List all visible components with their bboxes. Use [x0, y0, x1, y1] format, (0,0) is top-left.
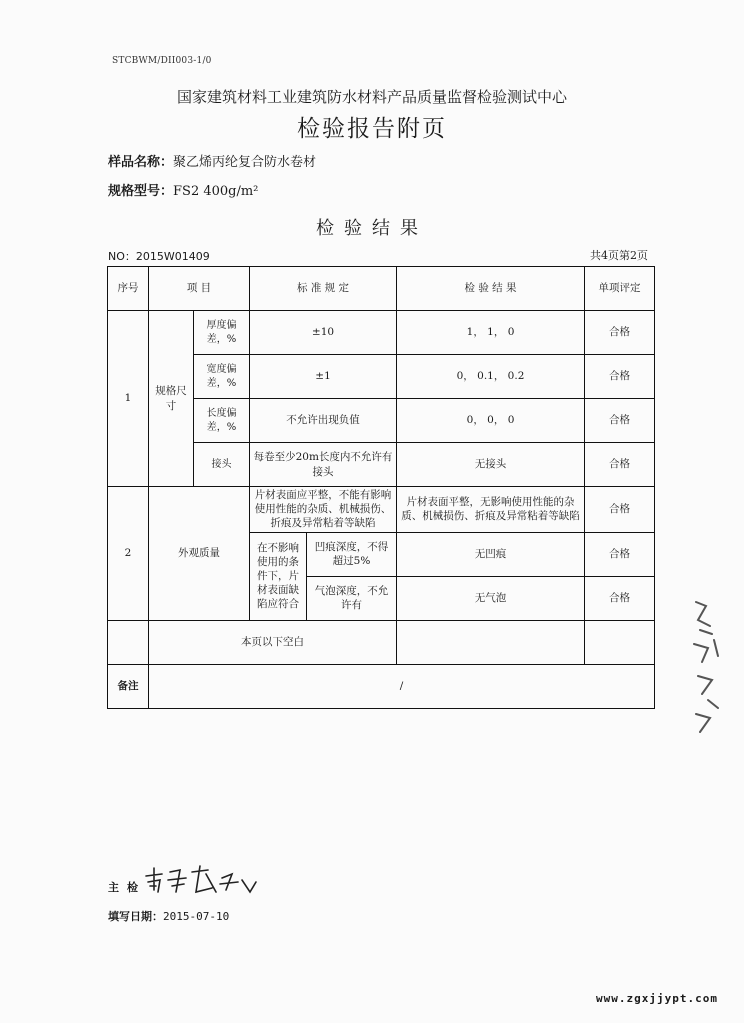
item-joint: 接头 [194, 443, 250, 487]
item-width: 宽度偏差，% [194, 355, 250, 399]
blank-note: 本页以下空白 [149, 620, 397, 664]
group2-seq: 2 [108, 487, 149, 621]
remark-row [108, 664, 655, 708]
edge-stamp-fragment [688, 596, 728, 736]
sample-name-label: 样品名称： [108, 155, 174, 170]
organization-name: 国家建筑材料工业建筑防水材料产品质量监督检验测试中心 [176, 88, 567, 106]
sample-name-value: 聚乙烯丙纶复合防水卷材 [173, 155, 317, 170]
standard-thickness: ±10 [250, 311, 397, 355]
judgment-surface: 合格 [585, 487, 655, 533]
report-number: NO：2015W01409 [108, 250, 210, 263]
header-seq: 序号 [108, 267, 149, 311]
group1-seq: 1 [108, 311, 149, 487]
sample-name-line [108, 151, 316, 170]
standard-bubble: 气泡深度，不允许有 [307, 576, 397, 620]
table-row [108, 311, 655, 355]
result-surface: 片材表面平整，无影响使用性能的杂质、机械损伤、折痕及异常粘着等缺陷 [397, 487, 585, 533]
page-title: 检验报告附页 [297, 116, 447, 142]
judgment-length: 合格 [585, 399, 655, 443]
inspection-table [107, 266, 655, 709]
judgment-width: 合格 [585, 355, 655, 399]
judgment-dent: 合格 [585, 532, 655, 576]
spec-model-value: FS2 400g/m² [173, 184, 259, 199]
judgment-bubble: 合格 [585, 576, 655, 620]
result-length: 0， 0， 0 [397, 399, 585, 443]
header-result: 检 验 结 果 [397, 267, 585, 311]
result-thickness: 1， 1， 0 [397, 311, 585, 355]
header-judgment: 单项评定 [585, 267, 655, 311]
page-info: 共4页第2页 [590, 249, 648, 262]
blank-note-row [108, 620, 655, 664]
result-bubble: 无气泡 [397, 576, 585, 620]
remark-value: / [149, 664, 655, 708]
table-row [108, 487, 655, 533]
item-length: 长度偏差，% [194, 399, 250, 443]
result-joint: 无接头 [397, 443, 585, 487]
standard-surface: 片材表面应平整，不能有影响使用性能的杂质、机械损伤、折痕及异常粘着等缺陷 [250, 487, 397, 533]
result-width: 0， 0.1， 0.2 [397, 355, 585, 399]
group2-category: 外观质量 [149, 487, 250, 621]
fill-date-value: 2015-07-10 [163, 910, 230, 923]
result-title: 检验结果 [316, 218, 428, 239]
remark-label: 备注 [108, 664, 149, 708]
spec-model-line [108, 180, 258, 199]
item-thickness: 厚度偏差，% [194, 311, 250, 355]
standard-dent: 凹痕深度，不得超过5% [307, 532, 397, 576]
standard-length: 不允许出现负值 [250, 399, 397, 443]
website-watermark: www.zgxjjypt.com [596, 992, 718, 1005]
standard-width: ±1 [250, 355, 397, 399]
header-item: 项 目 [149, 267, 250, 311]
inspector-signature [142, 858, 262, 898]
fill-date-label: 填写日期： [108, 910, 163, 923]
judgment-joint: 合格 [585, 443, 655, 487]
table-header-row [108, 267, 655, 311]
fill-date-line [108, 908, 229, 924]
document-code: STCBWM/DII003-1/0 [112, 56, 212, 66]
spec-model-label: 规格型号： [108, 184, 174, 199]
standard-joint: 每卷至少20m长度内不允许有接头 [250, 443, 397, 487]
result-dent: 无凹痕 [397, 532, 585, 576]
inspector-label: 主检 [108, 881, 146, 894]
surface-condition: 在不影响使用的条件下，片材表面缺陷应符合 [250, 532, 307, 620]
judgment-thickness: 合格 [585, 311, 655, 355]
header-standard: 标 准 规 定 [250, 267, 397, 311]
group1-category: 规格尺寸 [149, 311, 194, 487]
